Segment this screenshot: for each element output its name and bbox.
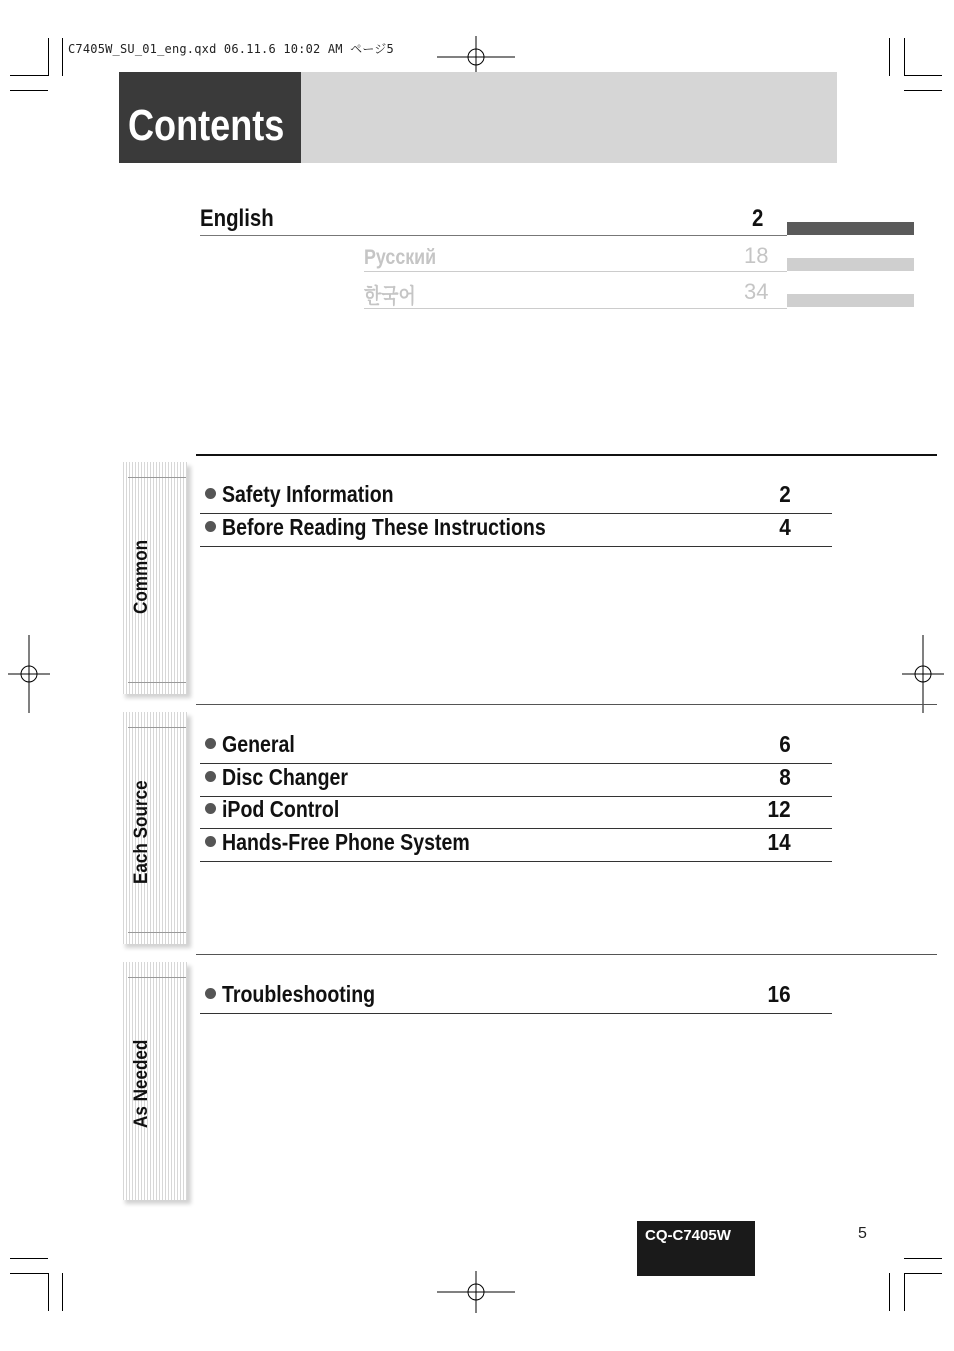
crop-mark (904, 90, 942, 91)
side-tab-divider (128, 977, 186, 978)
side-tab-label-as-needed: As Needed (131, 1039, 152, 1128)
toc-item-page: 4 (779, 514, 791, 540)
bullet-icon (205, 771, 216, 782)
crop-mark (904, 1258, 942, 1259)
toc-item-label: iPod Control (222, 796, 340, 822)
crop-mark (889, 1273, 890, 1311)
crop-mark (62, 38, 63, 76)
toc-item-rule (200, 1013, 832, 1014)
side-tab-divider (128, 682, 186, 683)
language-tab-english (787, 222, 914, 235)
toc-item-label: Disc Changer (222, 764, 349, 790)
toc-item-rule (200, 861, 832, 862)
crop-mark (62, 1273, 63, 1311)
side-tab-label-common: Common (131, 539, 152, 614)
language-korean-label[interactable]: 한국어 (364, 284, 416, 308)
title-gray-band (301, 72, 837, 163)
section-rule (196, 454, 937, 456)
bullet-icon (205, 836, 216, 847)
crop-mark (10, 75, 48, 76)
language-english-page: 2 (752, 205, 764, 232)
crop-mark (904, 1273, 905, 1311)
crop-mark (904, 75, 942, 76)
side-tab-divider (128, 477, 186, 478)
toc-item-rule (200, 546, 832, 547)
registration-mark-icon (902, 635, 944, 713)
crop-mark (904, 1273, 942, 1274)
side-tab-divider (128, 727, 186, 728)
toc-item-safety-information[interactable] (205, 481, 424, 508)
language-russian-label[interactable]: Русский (364, 246, 437, 269)
registration-mark-icon (8, 635, 50, 713)
toc-item-disc-changer[interactable] (205, 764, 370, 791)
section-rule (196, 704, 937, 705)
side-tab-label-each-source: Each Source (131, 780, 152, 884)
toc-item-page: 6 (779, 731, 791, 757)
bullet-icon (205, 988, 216, 999)
bullet-icon (205, 738, 216, 749)
page-number: 5 (858, 1225, 867, 1242)
language-divider (364, 308, 787, 309)
crop-mark (889, 38, 890, 76)
toc-item-page: 8 (779, 764, 791, 790)
crop-mark (904, 38, 905, 76)
registration-mark-icon (437, 1271, 515, 1313)
toc-item-page: 16 (767, 981, 791, 1007)
language-korean-page: 34 (744, 279, 769, 304)
page-title: Contents (128, 101, 285, 150)
model-name: CQ-C7405W (645, 1227, 731, 1244)
language-tab-russian (787, 258, 914, 271)
toc-item-hands-free-phone[interactable] (205, 829, 513, 856)
language-russian-page: 18 (744, 243, 769, 268)
print-header: C7405W_SU_01_eng.qxd 06.11.6 10:02 AM ページ5 (68, 42, 394, 56)
toc-item-general[interactable] (205, 731, 308, 758)
toc-item-label: Hands-Free Phone System (222, 829, 470, 855)
toc-item-page: 2 (779, 481, 791, 507)
crop-mark (10, 1273, 48, 1274)
bullet-icon (205, 521, 216, 532)
toc-item-page: 14 (767, 829, 791, 855)
toc-item-before-reading[interactable] (205, 514, 603, 541)
toc-item-label: Before Reading These Instructions (222, 514, 546, 540)
section-rule (196, 954, 937, 955)
bullet-icon (205, 803, 216, 814)
language-english-label[interactable]: English (200, 205, 274, 232)
toc-item-page: 12 (767, 796, 791, 822)
crop-mark (10, 1258, 48, 1259)
toc-item-label: General (222, 731, 295, 757)
toc-item-ipod-control[interactable] (205, 796, 360, 823)
language-divider (364, 271, 787, 272)
crop-mark (10, 90, 48, 91)
crop-mark (48, 38, 49, 76)
bullet-icon (205, 488, 216, 499)
crop-mark (48, 1273, 49, 1311)
toc-item-label: Troubleshooting (222, 981, 376, 1007)
toc-item-label: Safety Information (222, 481, 394, 507)
language-divider (200, 235, 787, 236)
language-tab-korean (787, 294, 914, 307)
toc-item-troubleshooting[interactable] (205, 981, 402, 1008)
side-tab-divider (128, 932, 186, 933)
